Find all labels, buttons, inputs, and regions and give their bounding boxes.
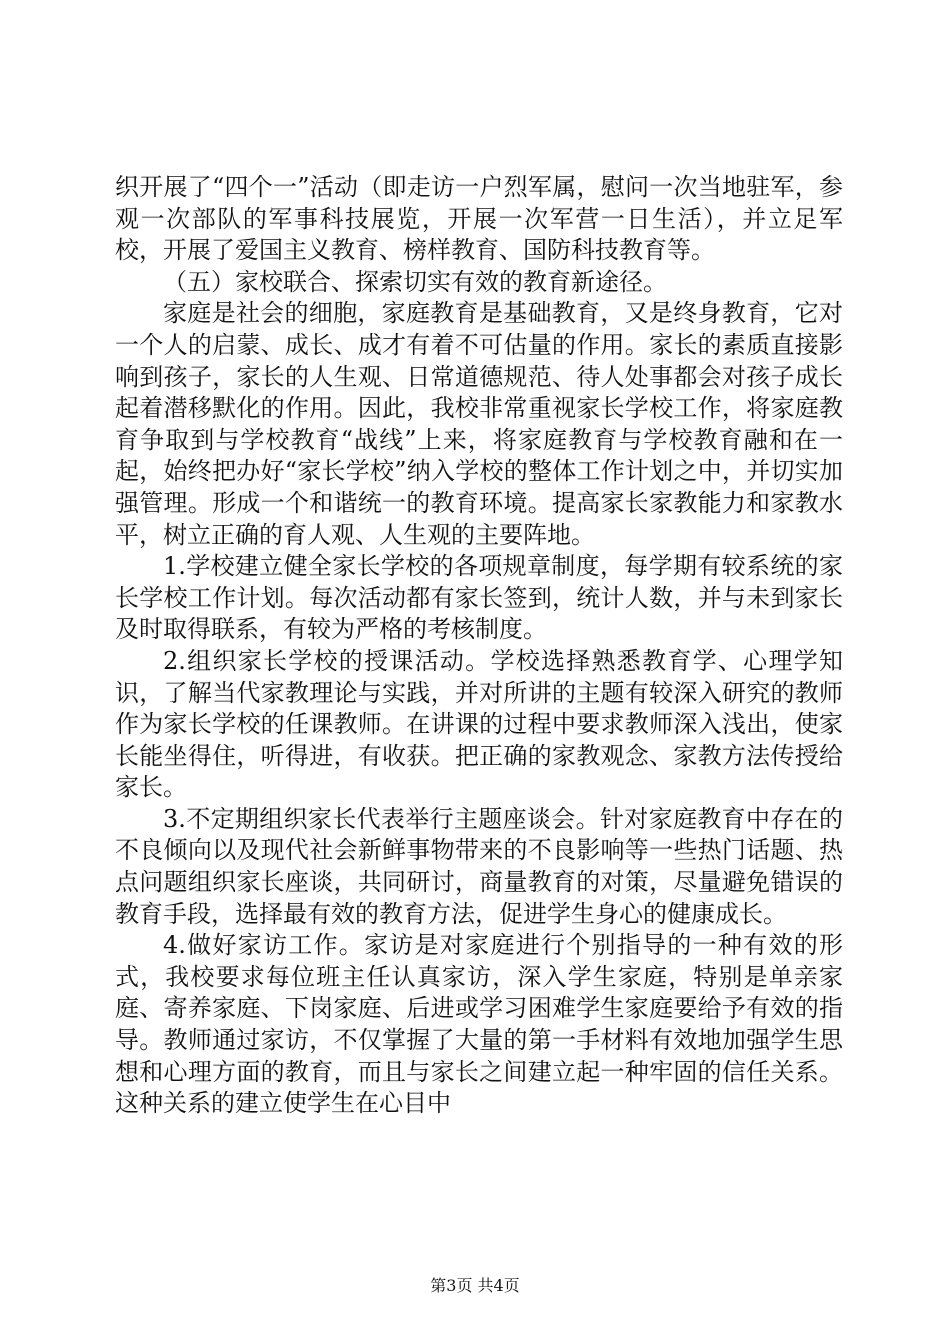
list-item-3: 3.不定期组织家长代表举行主题座谈会。针对家庭教育中存在的不良倾向以及现代社会新鲜事物带来的不良影响等一些热门话题、热点问题组织家长座谈，共同研讨，商量教育的对策，尽量避免错误的教育手段，选择最有效的教育方法，促进学生身心的健康成长。 [115,804,843,928]
page-footer: 第3页 共4页 [430,1276,520,1295]
list-item-4: 4.做好家访工作。家访是对家庭进行个别指导的一种有效的形式，我校要求每位班主任认真家访，深入学生家庭，特别是单亲家庭、寄养家庭、下岗家庭、后进或学习困难学生家庭要给予有效的指导。教师通过家访，不仅掌握了大量的第一手材料有效地加强学生思想和心理方面的教育，而且与家长之间建立起一种牢固的信任关系。这种关系的建立使学生在心目中 [115,931,843,1118]
section-heading-five: （五）家校联合、探索切实有效的教育新途径。 [163,267,667,296]
list-item-1: 1.学校建立健全家长学校的各项规章制度，每学期有较系统的家长学校工作计划。每次活动都有家长签到，统计人数，并与未到家长及时取得联系，有较为严格的考核制度。 [115,552,843,644]
paragraph-family-education: 家庭是社会的细胞，家庭教育是基础教育，又是终身教育，它对一个人的启蒙、成长、成才有着不可估量的作用。家长的素质直接影响到孩子，家长的人生观、日常道德规范、待人处事都会对孩子成长起着潜移默化的作用。因此，我校非常重视家长学校工作，将家庭教育争取到与学校教育“战线”上来，将家庭教育与学校教育融和在一起，始终把办好“家长学校”纳入学校的整体工作计划之中，并切实加强管理。形成一个和谐统一的教育环境。提高家长家教能力和家教水平，树立正确的育人观、人生观的主要阵地。 [115,299,843,549]
paragraph-continuation: 织开展了“四个一”活动（即走访一户烈军属，慰问一次当地驻军，参观一次部队的军事科技展览，开展一次军营一日生活），并立足军校，开展了爱国主义教育、榜样教育、国防科技教育等。 [115,173,843,265]
list-item-2: 2.组织家长学校的授课活动。学校选择熟悉教育学、心理学知识，了解当代家教理论与实践，并对所讲的主题有较深入研究的教师作为家长学校的任课教师。在讲课的过程中要求教师深入浅出，使家长能坐得住，听得进，有收获。把正确的家教观念、家教方法传授给家长。 [115,646,843,802]
document-body [115,172,843,1120]
